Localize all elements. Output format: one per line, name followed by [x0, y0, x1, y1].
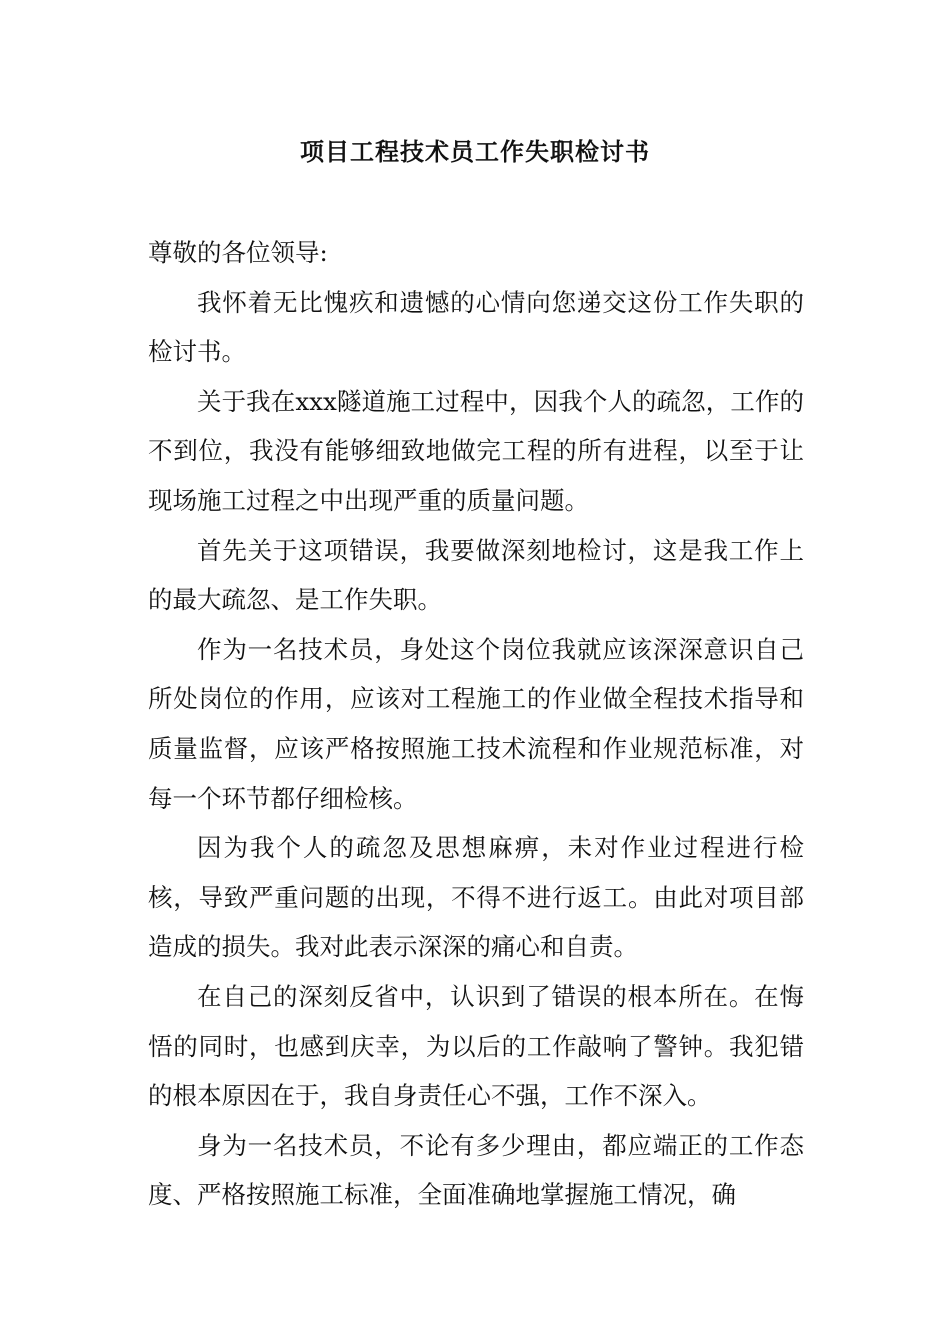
- paragraph: 在自己的深刻反省中，认识到了错误的根本所在。在悔悟的同时，也感到庆幸，为以后的工作敲响了警钟。我犯错的根本原因在于，我自身责任心不强，工作不深入。: [148, 981, 804, 1111]
- paragraph: 身为一名技术员，不论有多少理由，都应端正的工作态度、严格按照施工标准，全面准确地掌握施工情况，确: [148, 1130, 804, 1210]
- paragraph: 首先关于这项错误，我要做深刻地检讨，这是我工作上的最大疏忽、是工作失职。: [148, 535, 804, 615]
- document-body: [148, 228, 804, 1220]
- document-title: 项目工程技术员工作失职检讨书: [300, 138, 650, 166]
- salutation: 尊敬的各位领导:: [148, 238, 328, 267]
- paragraph: 作为一名技术员，身处这个岗位我就应该深深意识自己所处岗位的作用，应该对工程施工的作业做全程技术指导和质量监督，应该严格按照施工技术流程和作业规范标准，对每一个环节都仔细检核。: [148, 634, 804, 813]
- paragraph: 关于我在xxx隧道施工过程中，因我个人的疏忽，工作的不到位，我没有能够细致地做完工程的所有进程，以至于让现场施工过程之中出现严重的质量问题。: [148, 386, 804, 515]
- paragraph: 因为我个人的疏忽及思想麻痹，未对作业过程进行检核，导致严重问题的出现，不得不进行返工。由此对项目部造成的损失。我对此表示深深的痛心和自责。: [148, 833, 804, 962]
- paragraph: 我怀着无比愧疚和遗憾的心情向您递交这份工作失职的检讨书。: [148, 287, 804, 367]
